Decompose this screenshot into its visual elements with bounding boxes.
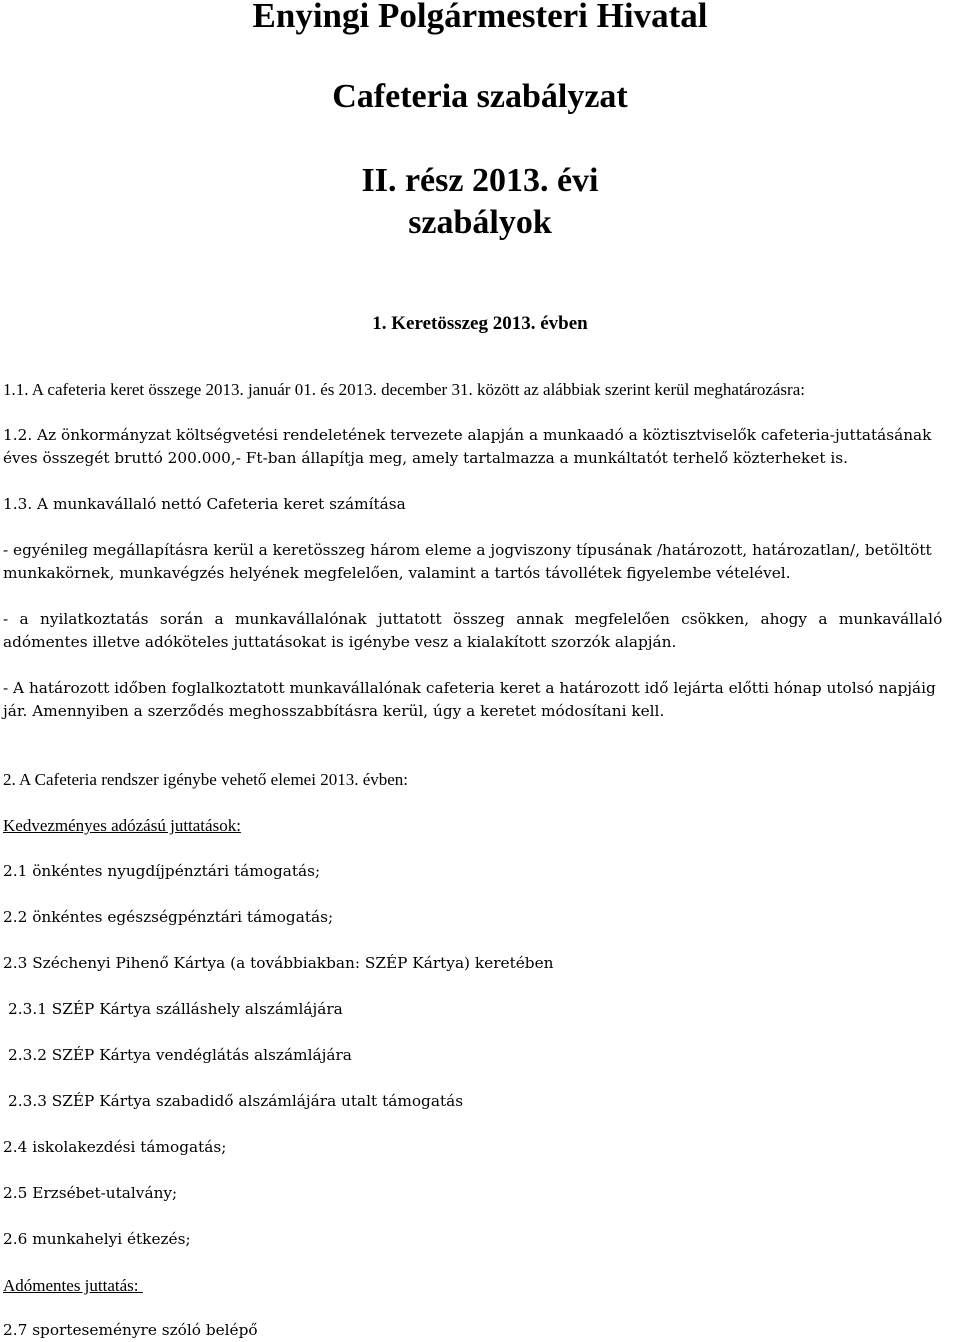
section-1-heading: 1. Keretösszeg 2013. évben (372, 313, 588, 334)
part-title-line-1: II. rész 2013. évi (361, 162, 599, 199)
list-item-2-3: 2.3 Széchenyi Pihenő Kártya (a továbbiakban: SZÉP Kártya) keretében (3, 954, 554, 972)
bullet-2-line-2: adómentes illetve adóköteles juttatásokat is igénybe vesz a kialakított szorzók alapján. (3, 633, 677, 651)
list-item-2-1: 2.1 önkéntes nyugdíjpénztári támogatás; (3, 862, 321, 880)
preferential-benefits-heading: Kedvezményes adózású juttatások: (3, 816, 241, 835)
bullet-1-line-2: munkakörnek, munkavégzés helyének megfelelően, valamint a tartós távollétek figyelembe vételével. (3, 564, 791, 582)
bullet-3-line-2: jár. Amennyiben a szerződés meghosszabbításra kerül, úgy a keretet módosítani kell. (3, 702, 665, 720)
list-item-2-3-2: 2.3.2 SZÉP Kártya vendéglátás alszámlájára (8, 1046, 352, 1064)
list-item-2-2: 2.2 önkéntes egészségpénztári támogatás; (3, 908, 334, 926)
part-title (0, 160, 960, 244)
list-item-2-3-3: 2.3.3 SZÉP Kártya szabadidő alszámlájára utalt támogatás (8, 1092, 464, 1110)
paragraph-1-1: 1.1. A cafeteria keret összege 2013. január 01. és 2013. december 31. között az alábbiak szerint kerül meghatározásra: (3, 380, 805, 399)
list-item-2-4: 2.4 iskolakezdési támogatás; (3, 1138, 227, 1156)
bullet-2-line-1: - a nyilatkoztatás során a munkavállalónak juttatott összeg annak megfelelően csökken, ahogy a munkavállaló (3, 610, 943, 628)
bullet-1-line-1: - egyénileg megállapításra kerül a keretösszeg három eleme a jogviszony típusának /határozott, határozatlan/, betöltött (3, 541, 932, 559)
paragraph-1-3: 1.3. A munkavállaló nettó Cafeteria keret számítása (3, 495, 406, 513)
list-item-2-6: 2.6 munkahelyi étkezés; (3, 1230, 191, 1248)
part-title-line-2: szabályok (408, 204, 552, 241)
paragraph-1-2-line-2: éves összegét bruttó 200.000,- Ft-ban állapítja meg, amely tartalmazza a munkáltatót terhelő közterheket is. (3, 449, 848, 467)
list-item-2-3-1: 2.3.1 SZÉP Kártya szálláshely alszámlájára (8, 1000, 343, 1018)
tax-free-benefits-heading: Adómentes juttatás: (3, 1276, 143, 1295)
bullet-3-line-1: - A határozott időben foglalkoztatott munkavállalónak cafeteria keret a határozott idő lejárta előtti hónap utolsó napjáig (3, 679, 936, 697)
paragraph-1-2-line-1: 1.2. Az önkormányzat költségvetési rendeletének tervezete alapján a munkaadó a köztisztviselők cafeteria-juttatásának (3, 426, 932, 444)
organization-title: Enyingi Polgármesteri Hivatal (252, 0, 708, 35)
section-2-heading: 2. A Cafeteria rendszer igénybe vehető elemei 2013. évben: (3, 770, 409, 789)
list-item-2-7: 2.7 sporteseményre szóló belépő (3, 1321, 258, 1339)
list-item-2-5: 2.5 Erzsébet-utalvány; (3, 1184, 178, 1202)
document-title: Cafeteria szabályzat (332, 78, 628, 115)
